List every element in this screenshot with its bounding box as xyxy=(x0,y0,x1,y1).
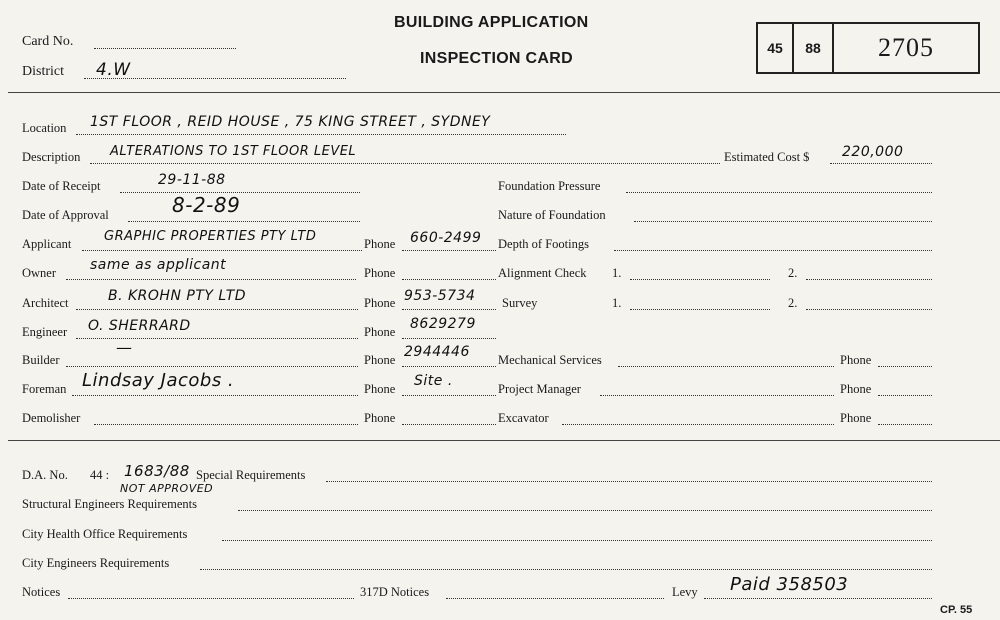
foreman-phone-field xyxy=(402,395,496,396)
mechanical-services-field xyxy=(618,366,834,367)
description-label: Description xyxy=(22,150,81,164)
description-value: ALTERATIONS TO 1ST FLOOR LEVEL xyxy=(110,144,357,159)
notices-field xyxy=(68,598,354,599)
project-manager-phone-field xyxy=(878,395,932,396)
nature-foundation-field xyxy=(634,221,932,222)
estimated-cost-field xyxy=(830,163,932,164)
divider-top xyxy=(8,92,1000,93)
date-approval-value: 8-2-89 xyxy=(172,193,241,217)
special-requirements-label: Special Requirements xyxy=(196,468,306,482)
alignment-check-2: 2. xyxy=(788,266,798,280)
demolisher-phone-field xyxy=(402,424,496,425)
notices-label: Notices xyxy=(22,585,61,599)
architect-phone-label: Phone xyxy=(364,296,396,310)
architect-phone-field xyxy=(402,309,496,310)
applicant-phone-value: 660-2499 xyxy=(410,230,482,246)
city-engineers-label: City Engineers Requirements xyxy=(22,556,170,570)
owner-value: same as applicant xyxy=(90,257,227,273)
project-manager-field xyxy=(600,395,834,396)
date-receipt-value: 29-11-88 xyxy=(158,172,226,188)
city-health-field xyxy=(222,540,932,541)
foreman-field xyxy=(72,395,358,396)
applicant-field xyxy=(82,250,362,251)
foreman-value: Lindsay Jacobs . xyxy=(82,370,235,391)
project-manager-phone-label: Phone xyxy=(840,382,872,396)
builder-phone-field xyxy=(402,366,496,367)
depth-footings-label: Depth of Footings xyxy=(498,237,589,251)
city-health-label: City Health Office Requirements xyxy=(22,527,188,541)
survey-2: 2. xyxy=(788,296,798,310)
estimated-cost-label: Estimated Cost $ xyxy=(724,150,810,164)
builder-label: Builder xyxy=(22,353,60,367)
architect-field xyxy=(76,309,358,310)
date-receipt-label: Date of Receipt xyxy=(22,179,101,193)
applicant-phone-label: Phone xyxy=(364,237,396,251)
notices-317d-label: 317D Notices xyxy=(360,585,430,599)
divider-middle xyxy=(8,440,1000,441)
da-no-prefix: 44 : xyxy=(90,468,110,482)
foreman-phone-value: Site . xyxy=(414,373,453,389)
excavator-phone-field xyxy=(878,424,932,425)
foundation-pressure-field xyxy=(626,192,932,193)
structural-note: NOT APPROVED xyxy=(120,482,214,495)
demolisher-label: Demolisher xyxy=(22,411,81,425)
survey-field-2 xyxy=(806,309,932,310)
builder-phone-value: 2944446 xyxy=(404,344,470,360)
builder-field xyxy=(66,366,358,367)
owner-label: Owner xyxy=(22,266,57,280)
number-part1: 45 xyxy=(758,24,794,72)
foundation-pressure-label: Foundation Pressure xyxy=(498,179,601,193)
levy-value: Paid 358503 xyxy=(730,574,849,595)
district-label: District xyxy=(22,64,64,79)
excavator-field xyxy=(562,424,834,425)
applicant-value: GRAPHIC PROPERTIES PTY LTD xyxy=(104,229,317,244)
form-code: CP. 55 xyxy=(940,604,973,616)
demolisher-phone-label: Phone xyxy=(364,411,396,425)
foreman-phone-label: Phone xyxy=(364,382,396,396)
special-requirements-field xyxy=(326,481,932,482)
alignment-check-field-2 xyxy=(806,279,932,280)
owner-phone-label: Phone xyxy=(364,266,396,280)
location-field xyxy=(76,134,566,135)
applicant-phone-field xyxy=(402,250,496,251)
engineer-label: Engineer xyxy=(22,325,68,339)
da-no-label: D.A. No. xyxy=(22,468,68,482)
structural-engineers-field xyxy=(238,510,932,511)
estimated-cost-value: 220,000 xyxy=(842,144,904,160)
card-no-label: Card No. xyxy=(22,34,74,49)
city-engineers-field xyxy=(200,569,932,570)
levy-field xyxy=(704,598,932,599)
application-number-box xyxy=(756,22,980,74)
number-part2: 88 xyxy=(794,24,834,72)
builder-phone-label: Phone xyxy=(364,353,396,367)
foreman-label: Foreman xyxy=(22,382,67,396)
excavator-label: Excavator xyxy=(498,411,549,425)
engineer-phone-field xyxy=(402,338,496,339)
architect-label: Architect xyxy=(22,296,69,310)
nature-foundation-label: Nature of Foundation xyxy=(498,208,606,222)
survey-field-1 xyxy=(630,309,770,310)
demolisher-field xyxy=(94,424,358,425)
date-approval-field xyxy=(128,221,360,222)
mechanical-services-label: Mechanical Services xyxy=(498,353,602,367)
card-title-line1: BUILDING APPLICATION xyxy=(394,14,589,31)
da-no-value: 1683/88 xyxy=(124,462,190,480)
notices-317d-field xyxy=(446,598,664,599)
levy-label: Levy xyxy=(672,585,698,599)
location-label: Location xyxy=(22,121,67,135)
survey-label: Survey xyxy=(502,296,538,310)
district-value: 4.W xyxy=(96,60,131,80)
depth-footings-field xyxy=(614,250,932,251)
structural-engineers-label: Structural Engineers Requirements xyxy=(22,497,197,511)
alignment-check-label: Alignment Check xyxy=(498,266,587,280)
builder-value: — xyxy=(116,338,133,357)
project-manager-label: Project Manager xyxy=(498,382,581,396)
engineer-phone-label: Phone xyxy=(364,325,396,339)
mechanical-phone-label: Phone xyxy=(840,353,872,367)
owner-field xyxy=(66,279,356,280)
date-approval-label: Date of Approval xyxy=(22,208,109,222)
location-value: 1ST FLOOR , REID HOUSE , 75 KING STREET , SYDNEY xyxy=(90,114,491,130)
applicant-label: Applicant xyxy=(22,237,72,251)
engineer-phone-value: 8629279 xyxy=(410,316,476,332)
number-main: 2705 xyxy=(878,33,934,62)
alignment-check-field-1 xyxy=(630,279,770,280)
mechanical-phone-field xyxy=(878,366,932,367)
survey-1: 1. xyxy=(612,296,622,310)
card-no-field xyxy=(94,48,236,49)
district-field xyxy=(84,78,346,79)
alignment-check-1: 1. xyxy=(612,266,622,280)
architect-value: B. KROHN PTY LTD xyxy=(108,288,247,304)
architect-phone-value: 953-5734 xyxy=(404,288,476,304)
excavator-phone-label: Phone xyxy=(840,411,872,425)
description-field xyxy=(90,163,720,164)
engineer-value: O. SHERRARD xyxy=(88,318,191,334)
card-title-line2: INSPECTION CARD xyxy=(420,50,573,67)
owner-phone-field xyxy=(402,279,496,280)
